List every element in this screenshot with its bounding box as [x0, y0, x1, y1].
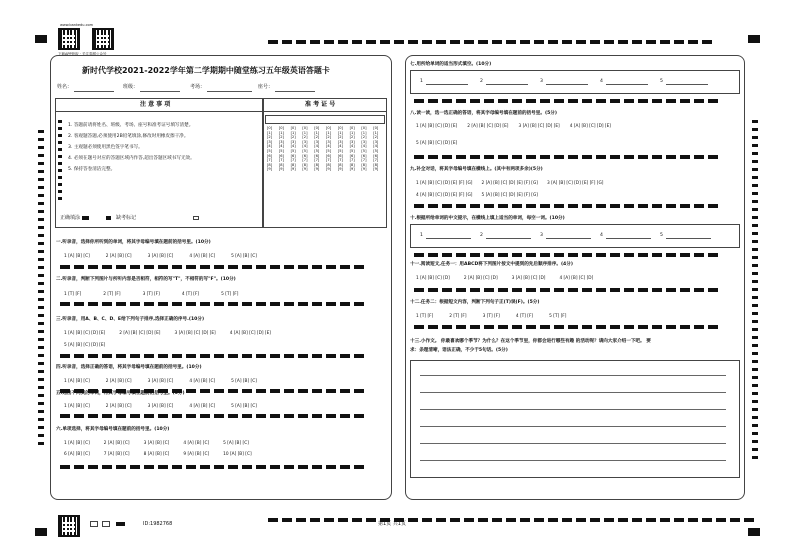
exam-id-digit-bubble[interactable]: [3]: [373, 139, 379, 144]
exam-id-digit-bubble[interactable]: [0]: [278, 126, 284, 130]
exam-id-digit-bubble[interactable]: [8]: [349, 162, 355, 167]
exam-id-digit-bubble[interactable]: [2]: [373, 135, 379, 140]
exam-id-digit-bubble[interactable]: [7]: [314, 158, 320, 163]
qr-code-top: [58, 28, 80, 50]
timing-marks-top: [268, 40, 712, 44]
exam-id-digit-bubble[interactable]: [7]: [290, 158, 296, 163]
exam-id-digit-bubble[interactable]: [4]: [278, 144, 284, 149]
exam-id-digit-column[interactable]: [267, 126, 272, 171]
section-6-row[interactable]: [64, 452, 252, 457]
notice-item: 5. 保持答卷清洁完整。: [68, 167, 116, 172]
section-5-title: 五.选出不同类的单词，将其字母编号填在题前的括号里。(5分): [56, 391, 185, 396]
section-divider: [60, 465, 364, 469]
answer-option[interactable]: 5 [A] [B] [C]: [231, 404, 257, 409]
exam-id-digit-bubble[interactable]: [5]: [326, 148, 332, 153]
answer-blank[interactable]: [486, 84, 528, 85]
timing-marks-right: [752, 120, 758, 459]
exam-id-digit-bubble[interactable]: [0]: [302, 126, 308, 130]
exam-id-digit-bubble[interactable]: [9]: [278, 167, 284, 172]
footer-box: [102, 521, 110, 527]
exam-id-digit-bubble[interactable]: [5]: [278, 148, 284, 153]
exam-id-digit-bubble[interactable]: [4]: [326, 144, 332, 149]
section-divider: [414, 204, 718, 208]
footer-box: [90, 521, 98, 527]
blank-number: 4: [600, 233, 603, 238]
notice-heading: 注 意 事 项: [140, 101, 171, 108]
footer-id: ID:1982768: [143, 521, 173, 527]
exam-id-digit-column[interactable]: [279, 126, 284, 171]
field-room-line: [207, 91, 252, 92]
blank-number: 1: [420, 233, 423, 238]
exam-id-digit-bubble[interactable]: [6]: [290, 153, 296, 158]
section-11-title: 十一.阅读短文,任务一：用ABCD将下列图片按文中提到的先后顺序排序。(4分): [410, 262, 573, 267]
answer-blank[interactable]: [666, 238, 711, 239]
section-5-row[interactable]: [64, 404, 257, 409]
answer-blank[interactable]: [666, 84, 708, 85]
exam-id-digit-bubble[interactable]: [8]: [326, 162, 332, 167]
exam-id-digit-bubble[interactable]: [4]: [349, 144, 355, 149]
answer-blank[interactable]: [606, 238, 651, 239]
section-10-box: [410, 224, 740, 248]
exam-id-digit-bubble[interactable]: [3]: [314, 139, 320, 144]
answer-option[interactable]: 2 [A] [B] [C]: [105, 404, 132, 409]
section-4-row[interactable]: [64, 379, 257, 384]
exam-id-digit-bubble[interactable]: [9]: [267, 167, 273, 172]
exam-id-digit-bubble[interactable]: [2]: [361, 135, 367, 140]
notice-side-marks: [58, 120, 62, 200]
answer-option[interactable]: 9 [A] [B] [C]: [183, 452, 210, 457]
answer-option[interactable]: 6 [A] [B] [C]: [64, 452, 90, 457]
answer-option[interactable]: 3 [T] [F]: [142, 292, 160, 297]
timing-marks-bottom: [268, 518, 754, 522]
answer-option[interactable]: 10 [A] [B] [C]: [223, 452, 252, 457]
answer-option[interactable]: 5 [A] [B] [C]: [231, 379, 257, 384]
exam-id-digit-bubble[interactable]: [6]: [278, 153, 284, 158]
timing-marks-left: [38, 130, 44, 445]
section-divider: [60, 265, 364, 269]
section-3-title: 三.听录音，用A、B、C、D、E给下列句子排序,选择正确的序号.(10分): [56, 317, 205, 322]
answer-option[interactable]: 5 [A] [B] [C] [D] [E]: [416, 141, 458, 146]
exam-id-digit-bubble[interactable]: [1]: [373, 130, 379, 135]
answer-blank[interactable]: [606, 84, 648, 85]
exam-id-digit-bubble[interactable]: [5]: [302, 148, 308, 153]
exam-id-digit-bubble[interactable]: [0]: [267, 126, 273, 130]
section-12-title: 十二.任务二：根据短文内容，判断下列句子正(T)误(F)。(5分): [410, 300, 540, 305]
exam-id-digit-bubble[interactable]: [3]: [267, 139, 273, 144]
exam-id-digit-bubble[interactable]: [3]: [337, 139, 343, 144]
exam-id-heading: 准 考 证 号: [305, 101, 336, 108]
section-9-title: 九.补全对话，将其字母编号填在横线上。(其中有两项多余)(5分): [410, 167, 543, 172]
answer-option[interactable]: 1 [T] [F]: [416, 314, 434, 319]
exam-id-digit-column[interactable]: [291, 126, 296, 171]
exam-id-digit-bubble[interactable]: [2]: [267, 135, 273, 140]
answer-option[interactable]: 2 [A] [B] [C] [D] [E]: [119, 331, 161, 336]
answer-option[interactable]: 2 [A] [B] [C] [D] [E]: [467, 124, 509, 129]
notice-item: 4. 必须在题号对应的答题区域内作答,超出答题区域书写无效。: [68, 156, 195, 161]
exam-id-digit-bubble[interactable]: [9]: [361, 167, 367, 172]
corner-mark: [748, 35, 760, 43]
exam-id-bubble-grid[interactable]: [267, 126, 385, 224]
exam-id-digit-column[interactable]: [361, 126, 366, 171]
blank-number: 5: [660, 233, 663, 238]
exam-id-digit-bubble[interactable]: [1]: [302, 130, 308, 135]
exam-id-digit-bubble[interactable]: [8]: [290, 162, 296, 167]
exam-id-digit-bubble[interactable]: [7]: [337, 158, 343, 163]
exam-id-digit-bubble[interactable]: [3]: [290, 139, 296, 144]
absent-label: 缺考标记: [116, 215, 137, 221]
section-divider: [414, 253, 718, 257]
answer-option[interactable]: 4 [A] [B] [C] [D] [E]: [229, 331, 271, 336]
notice-header-row: [55, 98, 387, 112]
exam-id-digit-bubble[interactable]: [5]: [337, 148, 343, 153]
exam-id-digit-bubble[interactable]: [9]: [290, 167, 296, 172]
section-13-title-cont: 求：条理清晰，语法正确，不少于5句话。(5分): [410, 348, 508, 353]
qr-caption: 下载APP获取 · 关注卷网公众号: [58, 52, 107, 56]
blank-number: 3: [540, 79, 543, 84]
section-divider: [60, 302, 364, 306]
exam-id-digit-bubble[interactable]: [0]: [349, 126, 355, 130]
exam-id-digit-bubble[interactable]: [4]: [373, 144, 379, 149]
blank-number: 3: [540, 233, 543, 238]
section-13-title: 十三.小作文。 你最喜欢哪个季节？为什么？在这个季节里，你都会进行哪些有趣 的活动呢？请向大家介绍一下吧。 要: [410, 339, 651, 344]
exam-id-digit-bubble[interactable]: [5]: [267, 148, 273, 153]
essay-line[interactable]: [420, 443, 726, 444]
answer-option[interactable]: 2 [T] [F]: [103, 292, 121, 297]
answer-option[interactable]: 4 [A] [B] [C]: [189, 379, 216, 384]
exam-id-digit-column[interactable]: [373, 126, 378, 171]
exam-id-digit-bubble[interactable]: [2]: [314, 135, 320, 140]
field-name-line: [74, 91, 114, 92]
answer-option[interactable]: 3 [A] [B] [C]: [143, 441, 170, 446]
answer-option[interactable]: 5 [T] [F]: [549, 314, 567, 319]
section-6-row[interactable]: [64, 441, 249, 446]
notice-box: [55, 98, 263, 228]
exam-id-digit-bubble[interactable]: [9]: [373, 167, 379, 172]
answer-option[interactable]: 1 [A] [B] [C]: [64, 441, 90, 446]
exam-id-digit-column[interactable]: [350, 126, 355, 171]
section-8-row[interactable]: [416, 124, 611, 129]
exam-id-digit-bubble[interactable]: [0]: [326, 126, 332, 130]
answer-option[interactable]: 7 [A] [B] [C]: [103, 452, 130, 457]
section-2-title: 二.听录音，判断下列图片与所听内容是否相符，相符的写"T"，不相符的写"F"。(10分): [56, 277, 236, 282]
answer-option[interactable]: 2 [A] [B] [C]: [105, 379, 132, 384]
field-seat-line: [275, 91, 315, 92]
exam-id-digit-bubble[interactable]: [3]: [361, 139, 367, 144]
exam-id-digit-bubble[interactable]: [8]: [267, 162, 273, 167]
essay-line[interactable]: [420, 392, 726, 393]
exam-id-digit-column[interactable]: [326, 126, 331, 171]
section-divider: [414, 288, 718, 292]
exam-id-digit-bubble[interactable]: [7]: [267, 158, 273, 163]
field-class-label: 班级：: [123, 84, 139, 90]
footer-page: 第1页 共1页: [378, 521, 406, 527]
exam-id-digit-bubble[interactable]: [0]: [314, 126, 320, 130]
exam-id-digit-bubble[interactable]: [9]: [302, 167, 308, 172]
answer-option[interactable]: 4 [A] [B] [C] [D] [E] [F] [G]: [416, 193, 473, 198]
essay-line[interactable]: [420, 409, 726, 410]
section-7-title: 七.用所给单词的适当形式填空。(10分): [410, 62, 492, 67]
blank-number: 5: [660, 79, 663, 84]
field-room-label: 考场：: [190, 84, 206, 90]
section-1-row[interactable]: [64, 254, 257, 259]
answer-option[interactable]: 3 [A] [B] [C]: [147, 404, 174, 409]
answer-option[interactable]: 3 [A] [B] [C] [D] [E]: [174, 331, 216, 336]
notice-item: 2. 客观题答题,必须使用2B铅笔填涂,修改时用橡皮擦干净。: [68, 134, 189, 139]
answer-option[interactable]: 1 [A] [B] [C]: [64, 254, 90, 259]
answer-blank[interactable]: [426, 238, 471, 239]
exam-id-write-row[interactable]: [265, 115, 385, 124]
essay-line[interactable]: [420, 375, 726, 376]
exam-id-digit-bubble[interactable]: [4]: [337, 144, 343, 149]
answer-option[interactable]: 1 [A] [B] [C]: [64, 404, 90, 409]
blank-number: 1: [420, 79, 423, 84]
field-seat-label: 座号：: [258, 84, 274, 90]
answer-blank[interactable]: [546, 238, 591, 239]
section-1-title: 一.听录音，选择你所听到的单词，将其字母编号填在题前的括号里。(10分): [56, 240, 211, 245]
section-divider: [60, 354, 364, 358]
exam-id-digit-bubble[interactable]: [0]: [337, 126, 343, 130]
answer-option[interactable]: 5 [T] [F]: [221, 292, 239, 297]
exam-id-digit-bubble[interactable]: [1]: [278, 130, 284, 135]
answer-option[interactable]: 1 [A] [B] [C] [D]: [416, 276, 450, 281]
section-divider: [60, 414, 364, 418]
corner-mark: [35, 35, 47, 43]
exam-id-digit-bubble[interactable]: [3]: [278, 139, 284, 144]
essay-line[interactable]: [420, 460, 726, 461]
exam-id-digit-bubble[interactable]: [5]: [314, 148, 320, 153]
answer-option[interactable]: 1 [A] [B] [C] [D] [E]: [416, 124, 458, 129]
section-9-row[interactable]: [416, 181, 603, 186]
section-3-row[interactable]: [64, 331, 271, 336]
section-8-row[interactable]: [416, 141, 457, 146]
corner-mark: [748, 528, 760, 536]
answer-option[interactable]: 2 [A] [B] [C] [D] [E] [F] [G]: [481, 181, 538, 186]
exam-id-digit-bubble[interactable]: [7]: [349, 158, 355, 163]
exam-id-digit-bubble[interactable]: [6]: [373, 153, 379, 158]
exam-id-digit-bubble[interactable]: [4]: [267, 144, 273, 149]
exam-id-digit-column[interactable]: [302, 126, 307, 171]
exam-id-digit-bubble[interactable]: [6]: [326, 153, 332, 158]
answer-option[interactable]: 1 [A] [B] [C] [D] [E]: [64, 331, 106, 336]
exam-id-digit-bubble[interactable]: [1]: [314, 130, 320, 135]
answer-option[interactable]: 4 [T] [F]: [181, 292, 200, 297]
answer-option[interactable]: 2 [A] [B] [C]: [105, 254, 132, 259]
field-name-label: 姓名：: [57, 84, 73, 90]
exam-id-digit-bubble[interactable]: [2]: [302, 135, 308, 140]
exam-id-digit-bubble[interactable]: [2]: [290, 135, 296, 140]
section-8-title: 八.读一读，选一选正确的答语，将其字母编号填在题前的括号里。(5分): [410, 111, 557, 116]
exam-id-digit-bubble[interactable]: [5]: [361, 148, 367, 153]
exam-id-digit-bubble[interactable]: [6]: [349, 153, 355, 158]
exam-id-digit-bubble[interactable]: [8]: [302, 162, 308, 167]
answer-option[interactable]: 5 [A] [B] [C]: [223, 441, 249, 446]
exam-id-digit-bubble[interactable]: [8]: [314, 162, 320, 167]
exam-id-digit-bubble[interactable]: [0]: [373, 126, 379, 130]
corner-mark: [35, 528, 47, 536]
answer-option[interactable]: 2 [A] [B] [C]: [103, 441, 130, 446]
correct-fill-sample: [82, 216, 89, 220]
answer-option[interactable]: 4 [T] [F]: [515, 314, 534, 319]
qr-code-bottom: [58, 515, 80, 537]
exam-id-digit-bubble[interactable]: [8]: [337, 162, 343, 167]
answer-option[interactable]: 2 [T] [F]: [449, 314, 467, 319]
exam-id-digit-bubble[interactable]: [8]: [373, 162, 379, 167]
exam-id-digit-column[interactable]: [314, 126, 319, 171]
notice-item: 1. 答题前请将姓名、班级、考场、座号和准考证号填写清楚。: [68, 123, 194, 128]
section-9-row[interactable]: [416, 193, 538, 198]
answer-option[interactable]: 4 [A] [B] [C] [D]: [559, 276, 594, 281]
answer-option[interactable]: 1 [A] [B] [C]: [64, 379, 90, 384]
exam-id-digit-bubble[interactable]: [5]: [290, 148, 296, 153]
field-class-line: [140, 91, 180, 92]
answer-option[interactable]: 4 [A] [B] [C]: [183, 441, 210, 446]
exam-id-digit-bubble[interactable]: [1]: [326, 130, 332, 135]
exam-id-digit-bubble[interactable]: [8]: [278, 162, 284, 167]
exam-id-digit-bubble[interactable]: [5]: [349, 148, 355, 153]
answer-option[interactable]: 3 [A] [B] [C]: [147, 254, 174, 259]
blank-number: 4: [600, 79, 603, 84]
answer-option[interactable]: 5 [A] [B] [C] [D] [E]: [64, 343, 106, 348]
exam-id-digit-bubble[interactable]: [6]: [361, 153, 367, 158]
exam-id-digit-bubble[interactable]: [0]: [361, 126, 367, 130]
exam-id-digit-bubble[interactable]: [9]: [337, 167, 343, 172]
exam-id-digit-bubble[interactable]: [3]: [302, 139, 308, 144]
correct-fill-label: 正确填涂: [60, 215, 81, 221]
exam-id-digit-bubble[interactable]: [4]: [302, 144, 308, 149]
exam-id-digit-bubble[interactable]: [1]: [349, 130, 355, 135]
exam-id-digit-bubble[interactable]: [1]: [337, 130, 343, 135]
exam-id-digit-bubble[interactable]: [6]: [302, 153, 308, 158]
exam-id-digit-bubble[interactable]: [7]: [302, 158, 308, 163]
answer-option[interactable]: 5 [A] [B] [C]: [231, 254, 257, 259]
section-divider: [414, 155, 718, 159]
answer-blank[interactable]: [546, 84, 588, 85]
footer-mark: [116, 522, 125, 526]
section-divider: [414, 99, 718, 103]
exam-id-digit-bubble[interactable]: [2]: [337, 135, 343, 140]
exam-id-digit-bubble[interactable]: [4]: [290, 144, 296, 149]
section-11-row[interactable]: [416, 276, 593, 281]
blank-number: 2: [480, 233, 483, 238]
answer-option[interactable]: 3 [T] [F]: [482, 314, 500, 319]
answer-option[interactable]: 2 [A] [B] [C] [D]: [463, 276, 498, 281]
exam-id-digit-bubble[interactable]: [5]: [373, 148, 379, 153]
notice-item: 3. 主观题必须使用黑色签字笔书写。: [68, 145, 143, 150]
exam-id-digit-bubble[interactable]: [6]: [267, 153, 273, 158]
exam-id-digit-bubble[interactable]: [7]: [373, 158, 379, 163]
exam-id-digit-bubble[interactable]: [6]: [314, 153, 320, 158]
blank-number: 2: [480, 79, 483, 84]
exam-id-digit-bubble[interactable]: [2]: [278, 135, 284, 140]
answer-blank[interactable]: [426, 84, 468, 85]
section-6-title: 六.单项选择，将其字母编号填在题前的括号里。(10分): [56, 427, 170, 432]
answer-option[interactable]: 8 [A] [B] [C]: [143, 452, 170, 457]
exam-id-digit-bubble[interactable]: [3]: [349, 139, 355, 144]
exam-id-digit-bubble[interactable]: [4]: [361, 144, 367, 149]
exam-id-digit-bubble[interactable]: [1]: [267, 130, 273, 135]
site-text: www.bankedu.com: [60, 23, 94, 27]
exam-id-digit-bubble[interactable]: [8]: [361, 162, 367, 167]
exam-id-digit-bubble[interactable]: [3]: [326, 139, 332, 144]
answer-blank[interactable]: [486, 238, 531, 239]
essay-line[interactable]: [420, 426, 726, 427]
section-7-box: [410, 70, 740, 94]
section-4-title: 四.听录音，选择正确的答语，将其字母编号填在题前的括号里。(10分): [56, 365, 202, 370]
absent-checkbox[interactable]: [193, 216, 199, 220]
answer-option[interactable]: 3 [A] [B] [C] [D]: [511, 276, 546, 281]
exam-id-digit-bubble[interactable]: [2]: [326, 135, 332, 140]
exam-id-digit-bubble[interactable]: [7]: [278, 158, 284, 163]
answer-option[interactable]: 1 [A] [B] [C] [D] [E] [F] [G]: [416, 181, 473, 186]
answer-option[interactable]: 1 [T] [F]: [64, 292, 82, 297]
exam-id-digit-bubble[interactable]: [4]: [314, 144, 320, 149]
section-10-title: 十.根据所给单词的中文提示，在横线上填上适当的单词，每空一词。(10分): [410, 216, 565, 221]
exam-id-digit-bubble[interactable]: [2]: [349, 135, 355, 140]
exam-id-digit-bubble[interactable]: [6]: [337, 153, 343, 158]
section-2-row[interactable]: [64, 292, 238, 297]
exam-id-digit-bubble[interactable]: [0]: [290, 126, 296, 130]
exam-id-digit-bubble[interactable]: [7]: [361, 158, 367, 163]
section-3-row[interactable]: [64, 343, 105, 348]
answer-option[interactable]: 4 [A] [B] [C]: [189, 404, 216, 409]
section-divider: [414, 325, 718, 329]
exam-id-digit-column[interactable]: [338, 126, 343, 171]
exam-id-digit-bubble[interactable]: [1]: [361, 130, 367, 135]
section-12-row[interactable]: [416, 314, 566, 319]
exam-id-digit-bubble[interactable]: [1]: [290, 130, 296, 135]
answer-option[interactable]: 4 [A] [B] [C] [D] [E]: [569, 124, 611, 129]
absent-mark-bar: [106, 216, 111, 220]
exam-id-digit-bubble[interactable]: [9]: [314, 167, 320, 172]
page-title: 新时代学校2021-2022学年第二学期期中随堂练习五年级英语答题卡: [82, 66, 330, 75]
answer-option[interactable]: 3 [A] [B] [C]: [147, 379, 174, 384]
exam-id-digit-bubble[interactable]: [9]: [326, 167, 332, 172]
answer-option[interactable]: 3 [A] [B] [C] [D] [E]: [518, 124, 560, 129]
exam-id-digit-bubble[interactable]: [9]: [349, 167, 355, 172]
answer-option[interactable]: 5 [A] [B] [C] [D] [E] [F] [G]: [481, 193, 538, 198]
answer-option[interactable]: 4 [A] [B] [C]: [189, 254, 216, 259]
exam-id-digit-bubble[interactable]: [7]: [326, 158, 332, 163]
answer-option[interactable]: 3 [A] [B] [C] [D] [E] [F] [G]: [546, 181, 604, 186]
qr-code-top: [92, 28, 114, 50]
